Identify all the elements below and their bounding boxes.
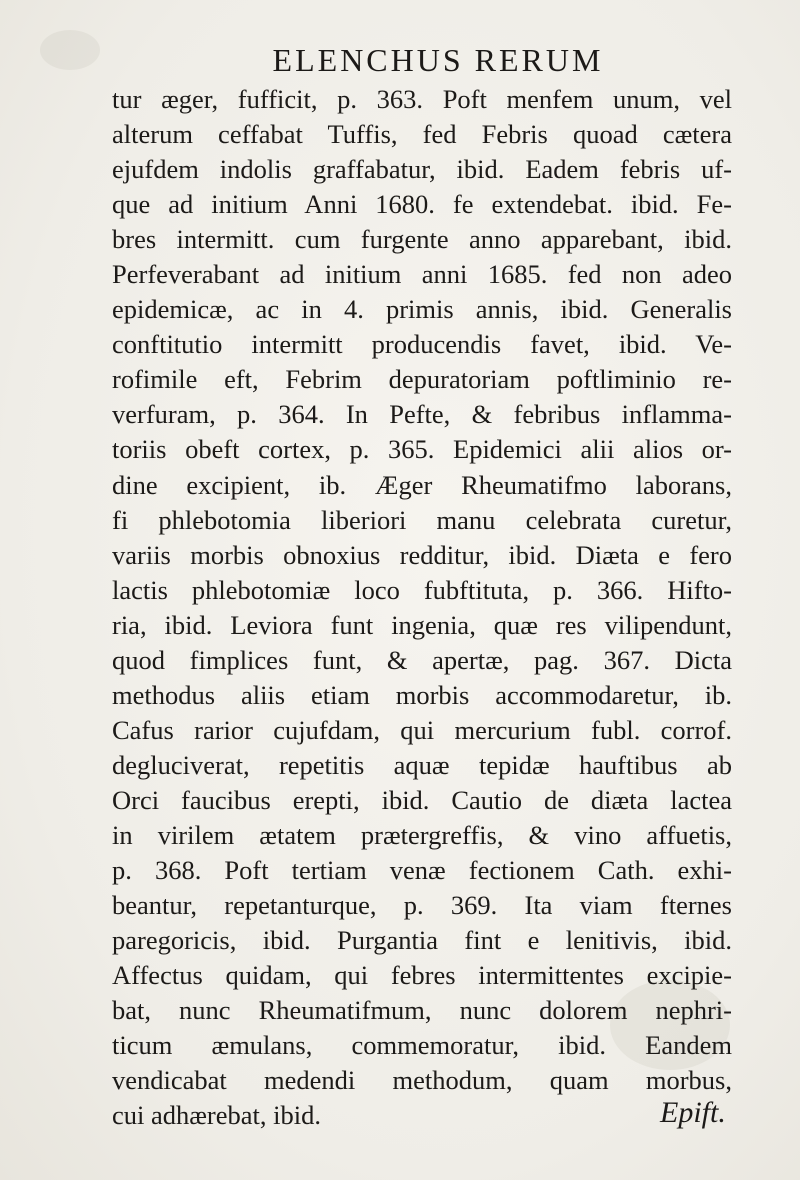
text-line: alterum ceffabat Tuffis, fed Febris quoad cætera — [112, 119, 732, 150]
text-line: lactis phlebotomiæ loco fubftituta, p. 366. Hifto- — [112, 574, 732, 605]
text-line: conftitutio intermitt producendis favet, ibid. Ve- — [112, 329, 732, 360]
text-line: tur æger, fufficit, p. 363. Poft menfem unum, vel — [112, 84, 732, 114]
text-line: bres intermitt. cum furgente anno apparebant, ibid. — [112, 224, 732, 255]
text-line: Orci faucibus erepti, ibid. Cautio de diæta lactea — [112, 784, 732, 815]
text-line: ticum æmulans, commemoratur, ibid. Eandem — [112, 1030, 732, 1061]
text-line: ria, ibid. Leviora funt ingenia, quæ res vilipendunt, — [112, 609, 732, 640]
text-line: fi phlebotomia liberiori manu celebrata curetur, — [112, 504, 732, 535]
catchword: Epift. — [660, 1096, 726, 1129]
text-line: Perfeverabant ad initium anni 1685. fed non adeo — [112, 259, 732, 290]
text-line: variis morbis obnoxius redditur, ibid. Diæta e fero — [112, 539, 732, 570]
text-line: cui adhærebat, ibid. — [112, 1100, 321, 1131]
text-line: degluciverat, repetitis aquæ tepidæ hauftibus ab — [112, 749, 732, 780]
text-line: quod fimplices funt, & apertæ, pag. 367. Dicta — [112, 644, 732, 675]
text-line: bat, nunc Rheumatifmum, nunc dolorem nephri- — [112, 995, 732, 1026]
text-line: toriis obeft cortex, p. 365. Epidemici alii alios or- — [112, 434, 732, 465]
text-line: vendicabat medendi methodum, quam morbus, — [112, 1065, 732, 1096]
text-line: Affectus quidam, qui febres intermittentes excipie- — [112, 960, 732, 991]
text-line: verfuram, p. 364. In Pefte, & febribus inflamma- — [112, 399, 732, 430]
text-line: ejufdem indolis graffabatur, ibid. Eadem febris uf- — [112, 154, 732, 185]
text-line: paregoricis, ibid. Purgantia fint e lenitivis, ibid. — [112, 925, 732, 956]
text-line: epidemicæ, ac in 4. primis annis, ibid. Generalis — [112, 294, 732, 325]
text-line: rofimile eft, Febrim depuratoriam poftliminio re- — [112, 364, 732, 395]
text-line: methodus aliis etiam morbis accommodaretur, ib. — [112, 679, 732, 710]
index-text-block — [112, 82, 732, 1133]
page-header — [0, 42, 800, 79]
text-line: que ad initium Anni 1680. fe extendebat. ibid. Fe- — [112, 189, 732, 220]
running-title: ELENCHUS RERUM — [272, 42, 604, 78]
text-line: dine excipient, ib. Æger Rheumatifmo laborans, — [112, 469, 732, 500]
text-line: p. 368. Poft tertiam venæ fectionem Cath. exhi- — [112, 855, 732, 886]
text-line: Cafus rarior cujufdam, qui mercurium fubl. corrof. — [112, 714, 732, 745]
text-line: beantur, repetanturque, p. 369. Ita viam fternes — [112, 890, 732, 921]
text-line: in virilem ætatem prætergreffis, & vino affuetis, — [112, 819, 732, 850]
